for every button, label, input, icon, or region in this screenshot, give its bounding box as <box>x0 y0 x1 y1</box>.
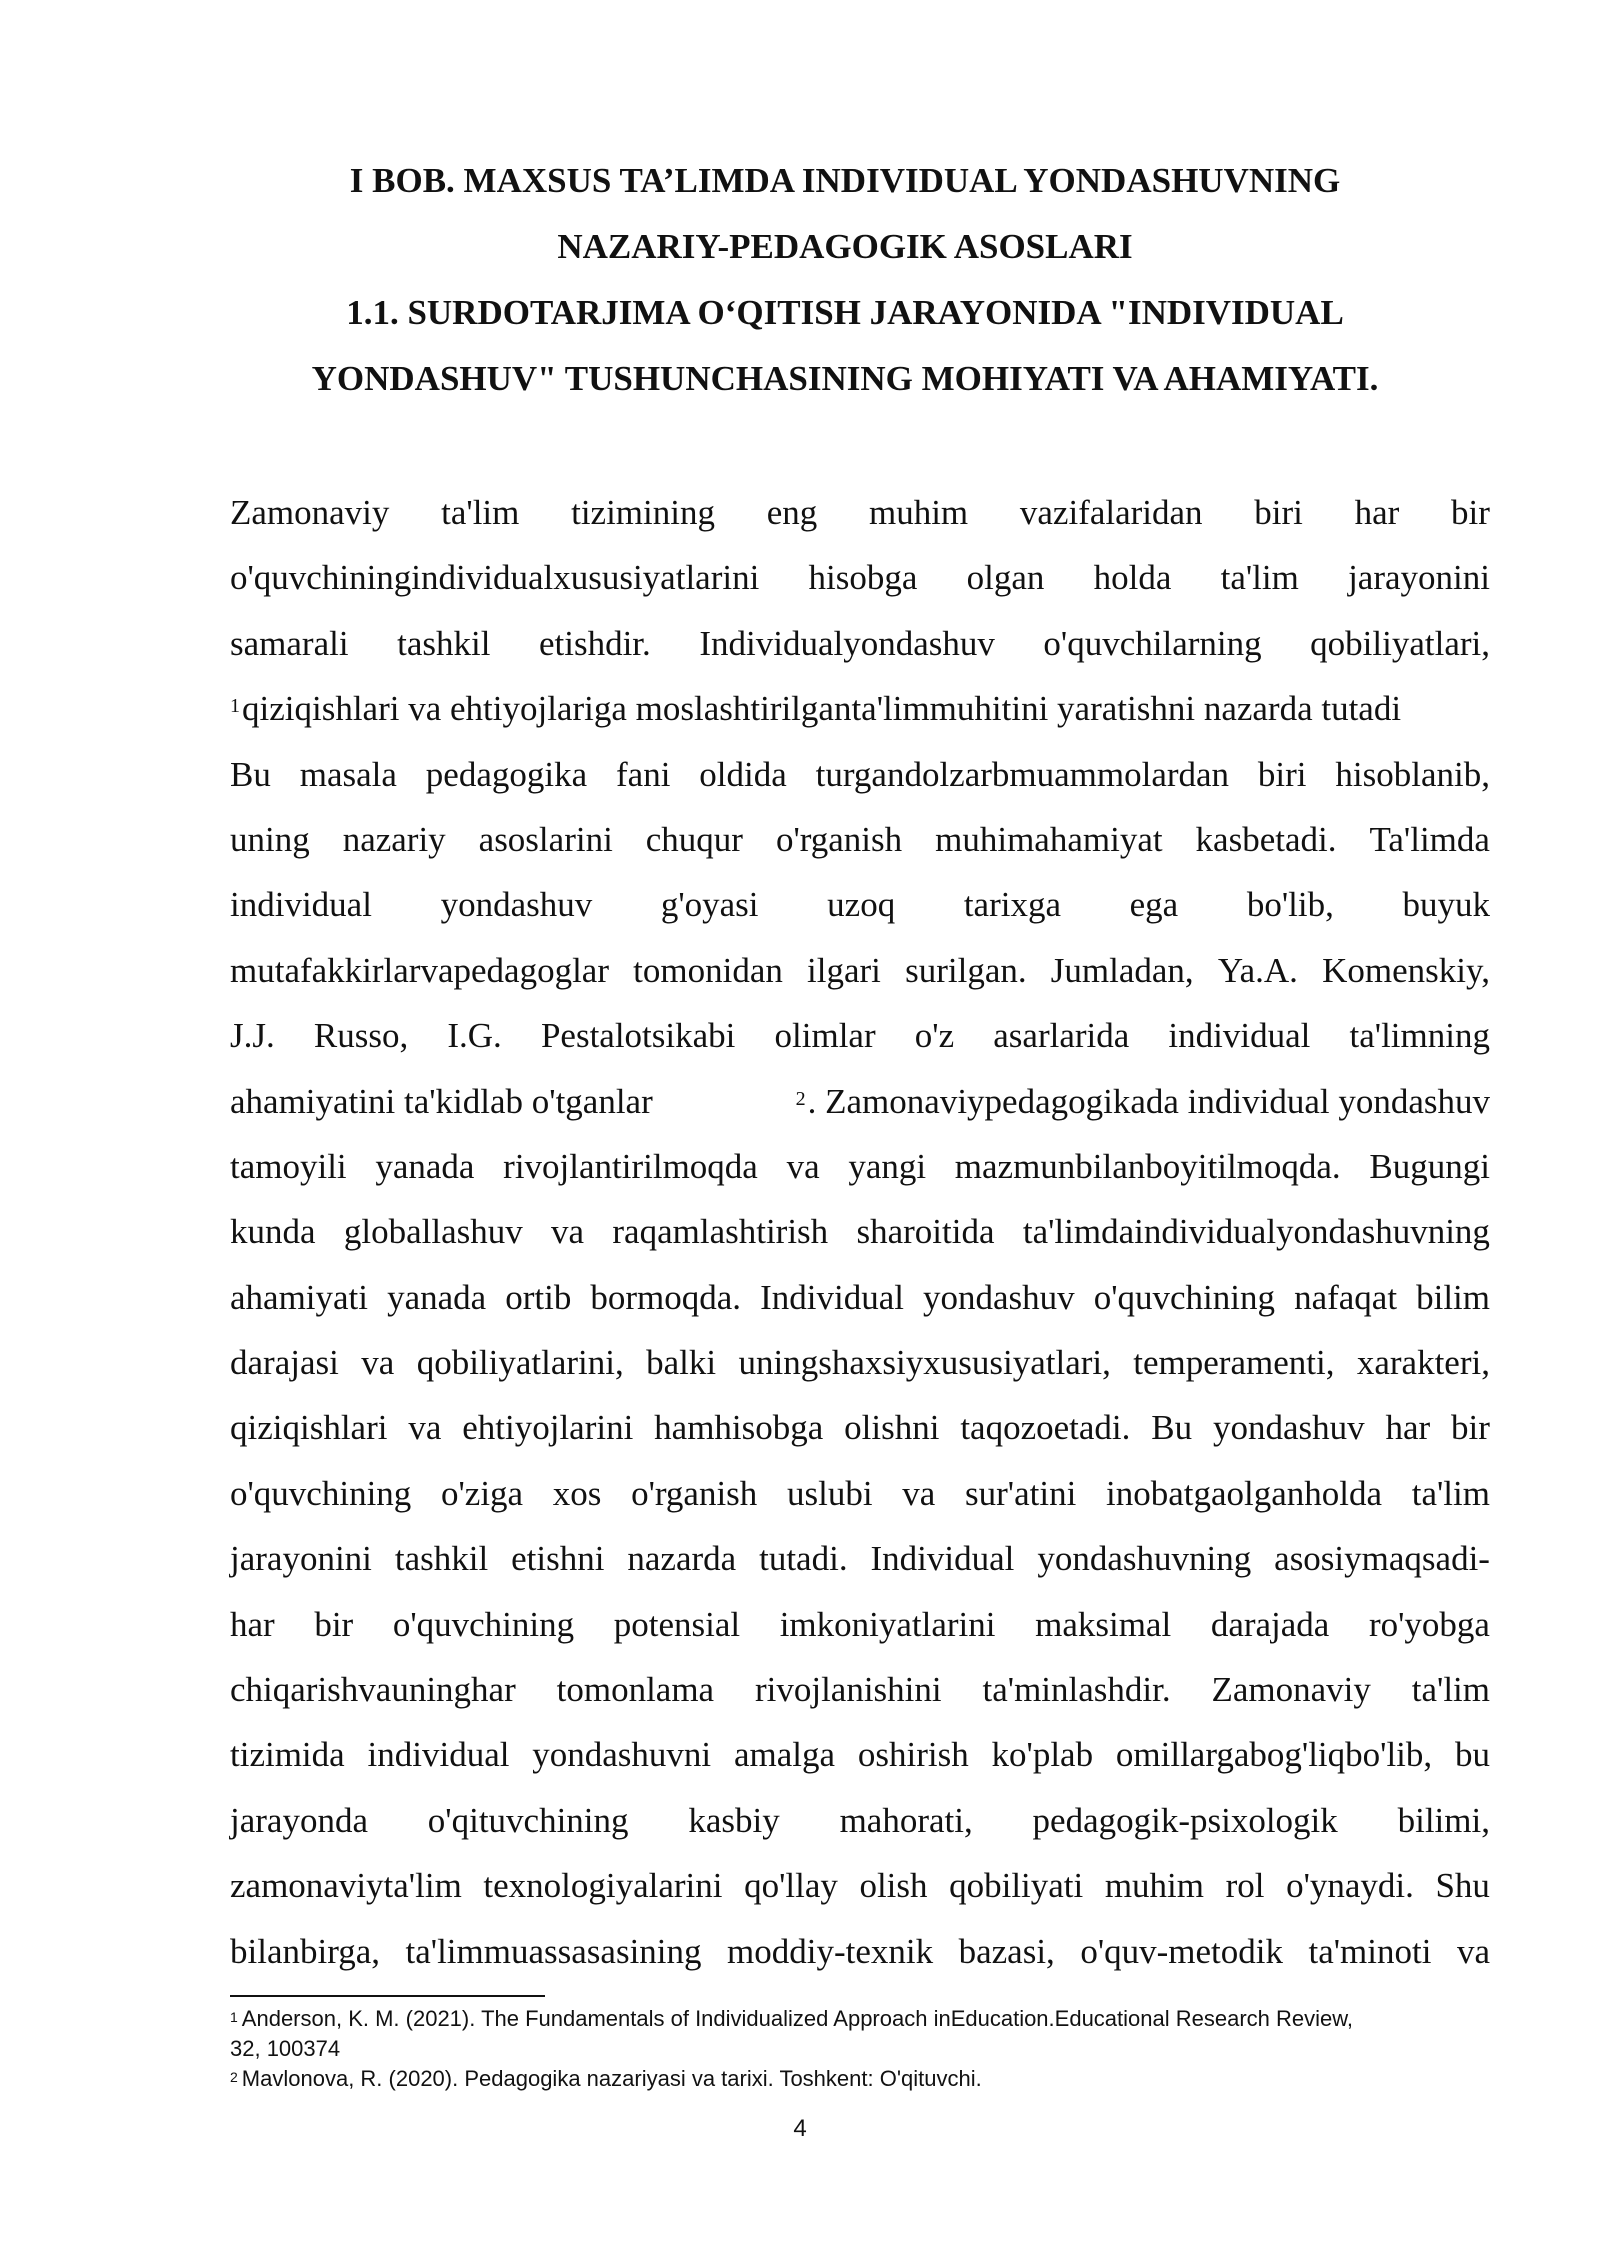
text-line <box>230 1657 1490 1722</box>
word: yondashuv <box>440 885 593 925</box>
word: bormoqda. <box>590 1277 742 1317</box>
word: Ya.A. <box>1217 950 1298 990</box>
word: Pestalotsikabi <box>540 1016 736 1056</box>
word: ega <box>1129 885 1179 925</box>
word: Shu <box>1435 1866 1490 1906</box>
word: ta'limning <box>1349 1016 1490 1056</box>
word: chuqur <box>645 819 743 859</box>
text-line <box>230 1526 1490 1591</box>
word: va <box>1456 1931 1490 1971</box>
word: individual <box>1168 1016 1311 1056</box>
word: asoslarini <box>478 819 613 859</box>
word: ta'lim <box>441 493 520 532</box>
word: ta'limdaindividualyondashuvning <box>1022 1212 1490 1252</box>
word: o'quvchiningindividualxususiyatlarini <box>230 558 760 598</box>
heading-line-2: NAZARIY-PEDAGOGIK ASOSLARI <box>557 227 1133 266</box>
footnote-1-continued: 32, 100374 <box>230 2036 341 2061</box>
word: va <box>361 1343 395 1383</box>
word: Jumladan, <box>1050 950 1194 990</box>
word: yangi <box>848 1146 927 1186</box>
word: globallashuv <box>343 1212 523 1252</box>
word: jarayonda <box>230 1800 368 1840</box>
word: olgan <box>966 558 1045 598</box>
word: maksimal <box>1035 1604 1172 1644</box>
footnote-number: 1 <box>230 2009 238 2025</box>
text-line <box>230 1592 1490 1657</box>
word: ta'lim <box>1220 558 1299 598</box>
word: fani <box>616 754 671 794</box>
text-line <box>230 1919 1490 1984</box>
word: va <box>551 1212 585 1252</box>
text-line-content: ahamiyatini ta'kidlab o'tganlar <box>230 1081 653 1121</box>
word: individual <box>230 885 372 925</box>
text-line <box>230 1853 1490 1918</box>
footnote-number: 2 <box>230 2069 238 2085</box>
word: Individualyondashuv <box>699 623 995 663</box>
word: o'ynaydi. <box>1286 1866 1414 1906</box>
footnote-text: Anderson, K. M. (2021). The Fundamentals of Individualized Approach inEducation.Educational Research Review, <box>241 2006 1354 2031</box>
word: samarali <box>230 623 349 663</box>
word: hisoblanib, <box>1335 754 1490 794</box>
word: Bu <box>1151 1408 1193 1448</box>
footnote-text: Mavlonova, R. (2020). Pedagogika nazariyasi va tarixi. Toshkent: O'qituvchi. <box>241 2066 982 2091</box>
word: mazmunbilanboyitilmoqda. <box>954 1146 1341 1186</box>
page-number: 4 <box>793 2115 807 2142</box>
word: ilgari <box>807 950 881 990</box>
word: qobiliyati <box>949 1866 1084 1906</box>
word: yondashuvni <box>532 1735 712 1775</box>
word: holda <box>1093 558 1172 598</box>
word: o'qituvchining <box>427 1800 629 1840</box>
word: asosiymaqsadi- <box>1274 1539 1490 1579</box>
word: Individual <box>870 1539 1015 1579</box>
word: ta'limmuassasasining <box>405 1931 702 1971</box>
word: ko'plab <box>991 1735 1094 1775</box>
word: turgandolzarbmuammolardan <box>815 754 1230 794</box>
text-line <box>230 1199 1490 1264</box>
text-line <box>230 1330 1490 1395</box>
word: temperamenti, <box>1133 1343 1335 1383</box>
word: taqozoetadi. <box>960 1408 1131 1448</box>
text-line <box>230 1003 1490 1068</box>
word: rivojlantirilmoqda <box>503 1146 758 1186</box>
text-line <box>230 1461 1490 1526</box>
word: yondashuvning <box>1037 1539 1252 1579</box>
word: individual <box>367 1735 510 1775</box>
word: ta'minlashdir. <box>982 1670 1171 1710</box>
word: ro'yobga <box>1368 1604 1490 1644</box>
footnote-1 <box>230 2004 1500 2034</box>
word: bir <box>1451 1408 1490 1448</box>
word: J.J. <box>230 1016 275 1056</box>
word: ahamiyati <box>230 1277 369 1317</box>
footnote-ref-2: 2 <box>795 1087 806 1110</box>
word: kasbetadi. <box>1195 819 1337 859</box>
word: vazifalaridan <box>1019 493 1203 532</box>
word: jarayonini <box>230 1539 372 1579</box>
word: har <box>1354 493 1400 532</box>
word: darajasi <box>230 1343 339 1383</box>
word: bilim <box>1416 1277 1490 1317</box>
word: kasbiy <box>688 1800 780 1840</box>
word: oshirish <box>857 1735 969 1775</box>
text-line <box>230 676 1490 741</box>
text-line-content: . Zamonaviypedagogikada individual yondashuv <box>807 1081 1490 1121</box>
word: olish <box>859 1866 928 1906</box>
word: darajada <box>1210 1604 1330 1644</box>
word: tomonlama <box>556 1670 715 1710</box>
word: kunda <box>230 1212 316 1252</box>
word: Zamonaviy <box>1211 1670 1371 1710</box>
footnote-2 <box>230 2064 1500 2094</box>
word: mutafakkirlarvapedagoglar <box>230 950 609 990</box>
word: imkoniyatlarini <box>779 1604 996 1644</box>
text-line <box>230 938 1490 1003</box>
text-line-content: qiziqishlari va ehtiyojlariga moslashtirilganta'limmuhitini yaratishni nazarda tutadi <box>242 689 1402 729</box>
word: rol <box>1225 1866 1265 1906</box>
word: yondashuv <box>1212 1408 1365 1448</box>
word: Bu <box>230 754 271 794</box>
word: muhim <box>868 493 969 532</box>
word: ortib <box>505 1277 572 1317</box>
word: pedagogika <box>425 754 588 794</box>
word: qobiliyatlari, <box>1310 623 1490 663</box>
word: ta'lim <box>1411 1473 1490 1513</box>
word: nafaqat <box>1294 1277 1398 1317</box>
word: nazarda <box>627 1539 737 1579</box>
word: bilanbirga, <box>230 1931 381 1971</box>
word: yanada <box>387 1277 487 1317</box>
word: va <box>408 1408 442 1448</box>
body-paragraph <box>230 480 1490 1984</box>
word: va <box>786 1146 820 1186</box>
word: o'quv-metodik <box>1080 1931 1283 1971</box>
word: Zamonaviy <box>230 493 390 532</box>
word: va <box>902 1473 936 1513</box>
word: eng <box>766 493 818 532</box>
word: rivojlanishini <box>754 1670 942 1710</box>
word: pedagogik-psixologik <box>1032 1800 1338 1840</box>
word: inobatgaolganholda <box>1105 1473 1383 1513</box>
word: tashkil <box>397 623 491 663</box>
text-line <box>230 1134 1490 1199</box>
word: potensial <box>613 1604 741 1644</box>
word: moddiy-texnik <box>727 1931 934 1971</box>
text-line <box>230 480 1490 545</box>
text-line <box>230 1395 1490 1460</box>
word: o'rganish <box>631 1473 758 1513</box>
word: Russo, <box>313 1016 409 1056</box>
word: muhimahamiyat <box>935 819 1163 859</box>
word: o'ziga <box>440 1473 524 1513</box>
heading-line-3: 1.1. SURDOTARJIMA O‘QITISH JARAYONIDA "INDIVIDUAL <box>346 293 1344 332</box>
word: uzoq <box>827 885 896 925</box>
word: bir <box>1451 493 1490 532</box>
word: o'z <box>914 1016 955 1056</box>
word: o'quvchining <box>392 1604 575 1644</box>
word: xos <box>552 1473 602 1513</box>
word: olimlar <box>774 1016 876 1056</box>
word: hamhisobga <box>654 1408 824 1448</box>
word: xarakteri, <box>1356 1343 1490 1383</box>
word: uslubi <box>787 1473 873 1513</box>
word: hisobga <box>808 558 918 598</box>
word: bazasi, <box>958 1931 1055 1971</box>
word: etishdir. <box>538 623 651 663</box>
word: bir <box>314 1604 354 1644</box>
text-line <box>230 1069 1490 1134</box>
word: tashkil <box>394 1539 489 1579</box>
word: raqamlashtirish <box>612 1212 829 1252</box>
chapter-heading <box>230 148 1460 412</box>
word: g'oyasi <box>660 885 759 925</box>
word: buyuk <box>1402 885 1490 925</box>
text-line <box>230 807 1490 872</box>
word: o'quvchining <box>1093 1277 1276 1317</box>
word: sharoitida <box>856 1212 995 1252</box>
word: o'quvchilarning <box>1043 623 1262 663</box>
footnotes <box>230 2004 1500 2094</box>
word: masala <box>299 754 397 794</box>
word: muhim <box>1104 1866 1205 1906</box>
word: tamoyili <box>230 1146 347 1186</box>
word: biri <box>1254 493 1303 532</box>
word: tarixga <box>963 885 1062 925</box>
word: tizimida <box>230 1735 345 1775</box>
word: bo'lib, <box>1246 885 1334 925</box>
word: jarayonini <box>1348 558 1490 598</box>
word: ehtiyojlarini <box>462 1408 634 1448</box>
word: o'rganish <box>775 819 903 859</box>
word: Individual <box>760 1277 904 1317</box>
footnote-separator <box>230 1995 545 1997</box>
word: o'quvchining <box>230 1473 412 1513</box>
word: qobiliyatlarini, <box>416 1343 624 1383</box>
word: chiqarishvauninghar <box>230 1670 516 1710</box>
word: bu <box>1454 1735 1490 1775</box>
word: qiziqishlari <box>230 1408 388 1448</box>
text-line <box>230 742 1490 807</box>
word: uning <box>230 819 310 859</box>
word: I.G. <box>447 1016 502 1056</box>
word: asarlarida <box>993 1016 1130 1056</box>
word: har <box>1385 1408 1431 1448</box>
word: olishni <box>844 1408 940 1448</box>
word: nazariy <box>342 819 446 859</box>
word: sur'atini <box>965 1473 1077 1513</box>
word: etishni <box>511 1539 605 1579</box>
word: Bugungi <box>1369 1146 1490 1186</box>
text-line <box>230 1265 1490 1330</box>
word: mahorati, <box>839 1800 973 1840</box>
heading-line-1: I BOB. MAXSUS TA’LIMDA INDIVIDUAL YONDASHUVNING <box>349 161 1341 200</box>
word: Komenskiy, <box>1322 950 1490 990</box>
word: zamonaviyta'lim <box>230 1866 462 1906</box>
text-line <box>230 1788 1490 1853</box>
text-line <box>230 872 1490 937</box>
word: yanada <box>375 1146 475 1186</box>
word: balki <box>646 1343 717 1383</box>
word: ta'minoti <box>1308 1931 1432 1971</box>
word: tutadi. <box>759 1539 848 1579</box>
word: bilimi, <box>1397 1800 1490 1840</box>
heading-line-4: YONDASHUV" TUSHUNCHASINING MOHIYATI VA AHAMIYATI. <box>311 359 1379 398</box>
word: texnologiyalarini <box>483 1866 723 1906</box>
text-line <box>230 545 1490 610</box>
word: har <box>230 1604 275 1644</box>
word: Ta'limda <box>1369 819 1490 859</box>
word: qo'llay <box>744 1866 838 1906</box>
text-line <box>230 611 1490 676</box>
word: ta'lim <box>1411 1670 1490 1710</box>
footnote-ref-1: 1 <box>230 695 240 718</box>
word: biri <box>1257 754 1307 794</box>
word: uningshaxsiyxususiyatlari, <box>738 1343 1111 1383</box>
word: tomonidan <box>633 950 783 990</box>
word: amalga <box>733 1735 836 1775</box>
word: oldida <box>699 754 787 794</box>
word: tizimining <box>571 493 715 532</box>
word: yondashuv <box>923 1277 1075 1317</box>
text-line <box>230 1722 1490 1787</box>
word: omillargabog'liqbo'lib, <box>1115 1735 1433 1775</box>
word: surilgan. <box>905 950 1027 990</box>
